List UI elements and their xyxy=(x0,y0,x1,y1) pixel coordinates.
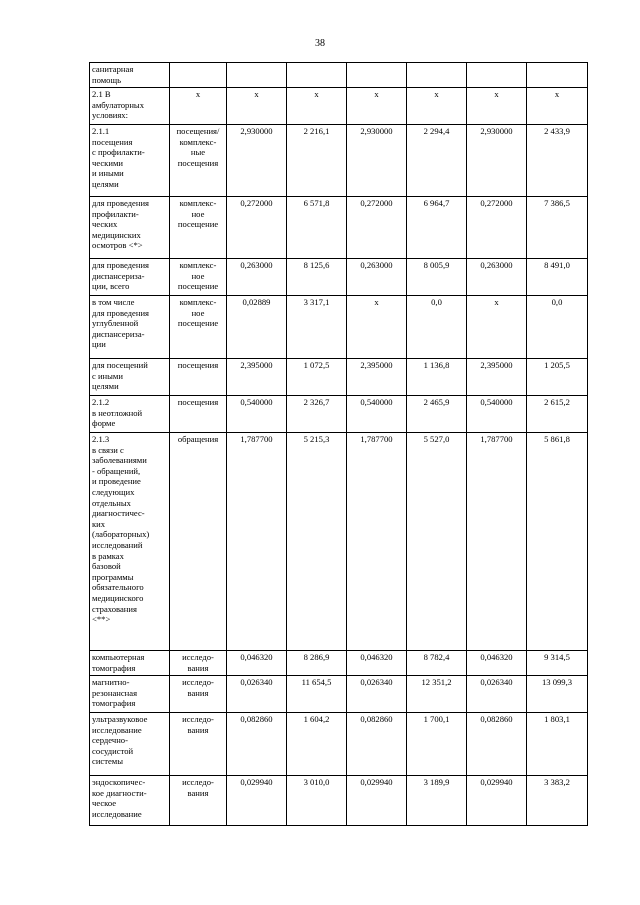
value-cell: 0,026340 xyxy=(227,676,287,713)
row-name-cell xyxy=(90,651,170,676)
value-cell: 3 010,0 xyxy=(287,776,347,826)
value-cell: 0,263000 xyxy=(347,259,407,296)
value-cell: 0,046320 xyxy=(347,651,407,676)
row-name: 2.1.1 посещения с профилакти- ческими и иными целями xyxy=(92,126,145,189)
value-cell: 1 136,8 xyxy=(407,359,467,396)
value-cell: х xyxy=(407,88,467,125)
value-cell: х xyxy=(467,88,527,125)
row-name-cell xyxy=(90,359,170,396)
row-unit-cell xyxy=(170,433,227,651)
value-cell xyxy=(407,63,467,88)
row-unit: посещения/ комплекс- ные посещения xyxy=(176,126,220,168)
value-cell: 2 615,2 xyxy=(527,396,588,433)
value-cell: х xyxy=(467,296,527,359)
value-cell xyxy=(527,63,588,88)
value-cell xyxy=(287,63,347,88)
value-cell: 3 317,1 xyxy=(287,296,347,359)
row-unit-cell xyxy=(170,396,227,433)
value-cell: 6 964,7 xyxy=(407,197,467,259)
value-cell: 8 782,4 xyxy=(407,651,467,676)
row-unit: посещения xyxy=(177,360,219,370)
value-cell: 2,395000 xyxy=(347,359,407,396)
page-number: 38 xyxy=(315,38,325,49)
row-name-cell xyxy=(90,713,170,776)
row-unit: х xyxy=(195,89,201,99)
value-cell: 0,263000 xyxy=(227,259,287,296)
value-cell: 0,082860 xyxy=(227,713,287,776)
row-unit-cell xyxy=(170,776,227,826)
row-unit-cell xyxy=(170,296,227,359)
value-cell: х xyxy=(347,88,407,125)
row-name-cell xyxy=(90,396,170,433)
value-cell: 0,0 xyxy=(407,296,467,359)
value-cell: 1,787700 xyxy=(347,433,407,651)
value-cell: 2 433,9 xyxy=(527,125,588,197)
table-row xyxy=(90,63,588,88)
value-cell: 5 215,3 xyxy=(287,433,347,651)
value-cell: 1 604,2 xyxy=(287,713,347,776)
value-cell: 0,082860 xyxy=(347,713,407,776)
table-row xyxy=(90,651,588,676)
row-unit-cell xyxy=(170,676,227,713)
value-cell: х xyxy=(347,296,407,359)
value-cell: 0,026340 xyxy=(467,676,527,713)
table-row xyxy=(90,125,588,197)
value-cell: 1 803,1 xyxy=(527,713,588,776)
value-cell: 0,026340 xyxy=(347,676,407,713)
row-name: для посещений с иными целями xyxy=(92,360,148,392)
row-unit: посещения xyxy=(177,397,219,407)
row-unit: исследо- вания xyxy=(182,677,214,698)
row-name-cell xyxy=(90,776,170,826)
value-cell: 0,272000 xyxy=(467,197,527,259)
row-unit-cell xyxy=(170,125,227,197)
row-name: для проведения профилакти- ческих медицинских осмотров <*> xyxy=(92,198,150,251)
value-cell: 0,029940 xyxy=(227,776,287,826)
row-name: магнитно- резонансная томография xyxy=(92,677,138,709)
value-cell: 1 700,1 xyxy=(407,713,467,776)
row-name: 2.1 В амбулаторных условиях: xyxy=(92,89,145,121)
value-cell: 0,0 xyxy=(527,296,588,359)
value-cell xyxy=(467,63,527,88)
value-cell: 0,263000 xyxy=(467,259,527,296)
value-cell: 1,787700 xyxy=(227,433,287,651)
value-cell: 0,272000 xyxy=(347,197,407,259)
value-cell xyxy=(227,63,287,88)
row-unit: комплекс- ное посещение xyxy=(177,198,219,230)
value-cell: 9 314,5 xyxy=(527,651,588,676)
table-row xyxy=(90,88,588,125)
value-cell: 2 216,1 xyxy=(287,125,347,197)
value-cell: 5 527,0 xyxy=(407,433,467,651)
value-cell: 3 189,9 xyxy=(407,776,467,826)
row-unit: комплекс- ное посещение xyxy=(177,297,219,329)
row-unit-cell xyxy=(170,359,227,396)
table-row xyxy=(90,359,588,396)
row-unit-cell xyxy=(170,63,227,88)
value-cell: 8 491,0 xyxy=(527,259,588,296)
value-cell: 12 351,2 xyxy=(407,676,467,713)
row-name: для проведения диспансериза- ции, всего xyxy=(92,260,150,292)
row-name-cell xyxy=(90,63,170,88)
table-row xyxy=(90,396,588,433)
value-cell: 5 861,8 xyxy=(527,433,588,651)
value-cell: 8 005,9 xyxy=(407,259,467,296)
table-row xyxy=(90,259,588,296)
row-unit: исследо- вания xyxy=(182,777,214,798)
value-cell: 6 571,8 xyxy=(287,197,347,259)
row-name-cell xyxy=(90,676,170,713)
value-cell: х xyxy=(287,88,347,125)
row-name-cell xyxy=(90,125,170,197)
table-row xyxy=(90,296,588,359)
table-row xyxy=(90,433,588,651)
value-cell: 0,540000 xyxy=(467,396,527,433)
table-row xyxy=(90,713,588,776)
table-row xyxy=(90,776,588,826)
value-cell: 2,395000 xyxy=(227,359,287,396)
value-cell: 2,395000 xyxy=(467,359,527,396)
value-cell: 2,930000 xyxy=(227,125,287,197)
value-cell: 0,540000 xyxy=(227,396,287,433)
value-cell: 2,930000 xyxy=(467,125,527,197)
row-unit-cell xyxy=(170,651,227,676)
value-cell: х xyxy=(527,88,588,125)
row-name-cell xyxy=(90,433,170,651)
value-cell: 1,787700 xyxy=(467,433,527,651)
value-cell: 0,082860 xyxy=(467,713,527,776)
row-unit: обращения xyxy=(177,434,219,444)
row-unit-cell xyxy=(170,197,227,259)
row-name: санитарная помощь xyxy=(92,64,134,85)
table-row xyxy=(90,197,588,259)
value-cell: 11 654,5 xyxy=(287,676,347,713)
value-cell xyxy=(347,63,407,88)
value-cell: 7 386,5 xyxy=(527,197,588,259)
value-cell: 0,02889 xyxy=(227,296,287,359)
value-cell: 0,046320 xyxy=(227,651,287,676)
value-cell: 8 125,6 xyxy=(287,259,347,296)
value-cell: 3 383,2 xyxy=(527,776,588,826)
table-row xyxy=(90,676,588,713)
row-name-cell xyxy=(90,88,170,125)
row-unit: исследо- вания xyxy=(182,714,214,735)
row-unit: исследо- вания xyxy=(182,652,214,673)
value-cell: 2,930000 xyxy=(347,125,407,197)
value-cell: 1 205,5 xyxy=(527,359,588,396)
row-name: эндоскопичес- кое диагности- ческое исследование xyxy=(92,777,147,819)
value-cell: 0,029940 xyxy=(347,776,407,826)
value-cell: х xyxy=(227,88,287,125)
row-name: в том числе для проведения углубленной диспансериза- ции xyxy=(92,297,150,350)
value-cell: 0,046320 xyxy=(467,651,527,676)
row-unit-cell xyxy=(170,88,227,125)
row-name: ультразвуковое исследование сердечно- сосудистой системы xyxy=(92,714,148,767)
value-cell: 2 465,9 xyxy=(407,396,467,433)
row-name: компьютерная томография xyxy=(92,652,145,673)
value-cell: 8 286,9 xyxy=(287,651,347,676)
value-cell: 13 099,3 xyxy=(527,676,588,713)
row-unit-cell xyxy=(170,259,227,296)
value-cell: 2 294,4 xyxy=(407,125,467,197)
value-cell: 0,272000 xyxy=(227,197,287,259)
value-cell: 0,540000 xyxy=(347,396,407,433)
row-unit: комплекс- ное посещение xyxy=(177,260,219,292)
row-name-cell xyxy=(90,259,170,296)
row-name: 2.1.3 в связи с заболеваниями - обращений, и проведение следующих отдельных диагностичес- ких (лабораторных) исследований в рамках базовой программы обязательного медицинского страхования <**> xyxy=(92,434,150,625)
row-name-cell xyxy=(90,296,170,359)
value-cell: 2 326,7 xyxy=(287,396,347,433)
value-cell: 0,029940 xyxy=(467,776,527,826)
row-name-cell xyxy=(90,197,170,259)
tariff-table xyxy=(89,62,588,826)
row-name: 2.1.2 в неотложной форме xyxy=(92,397,143,429)
value-cell: 1 072,5 xyxy=(287,359,347,396)
row-unit-cell xyxy=(170,713,227,776)
